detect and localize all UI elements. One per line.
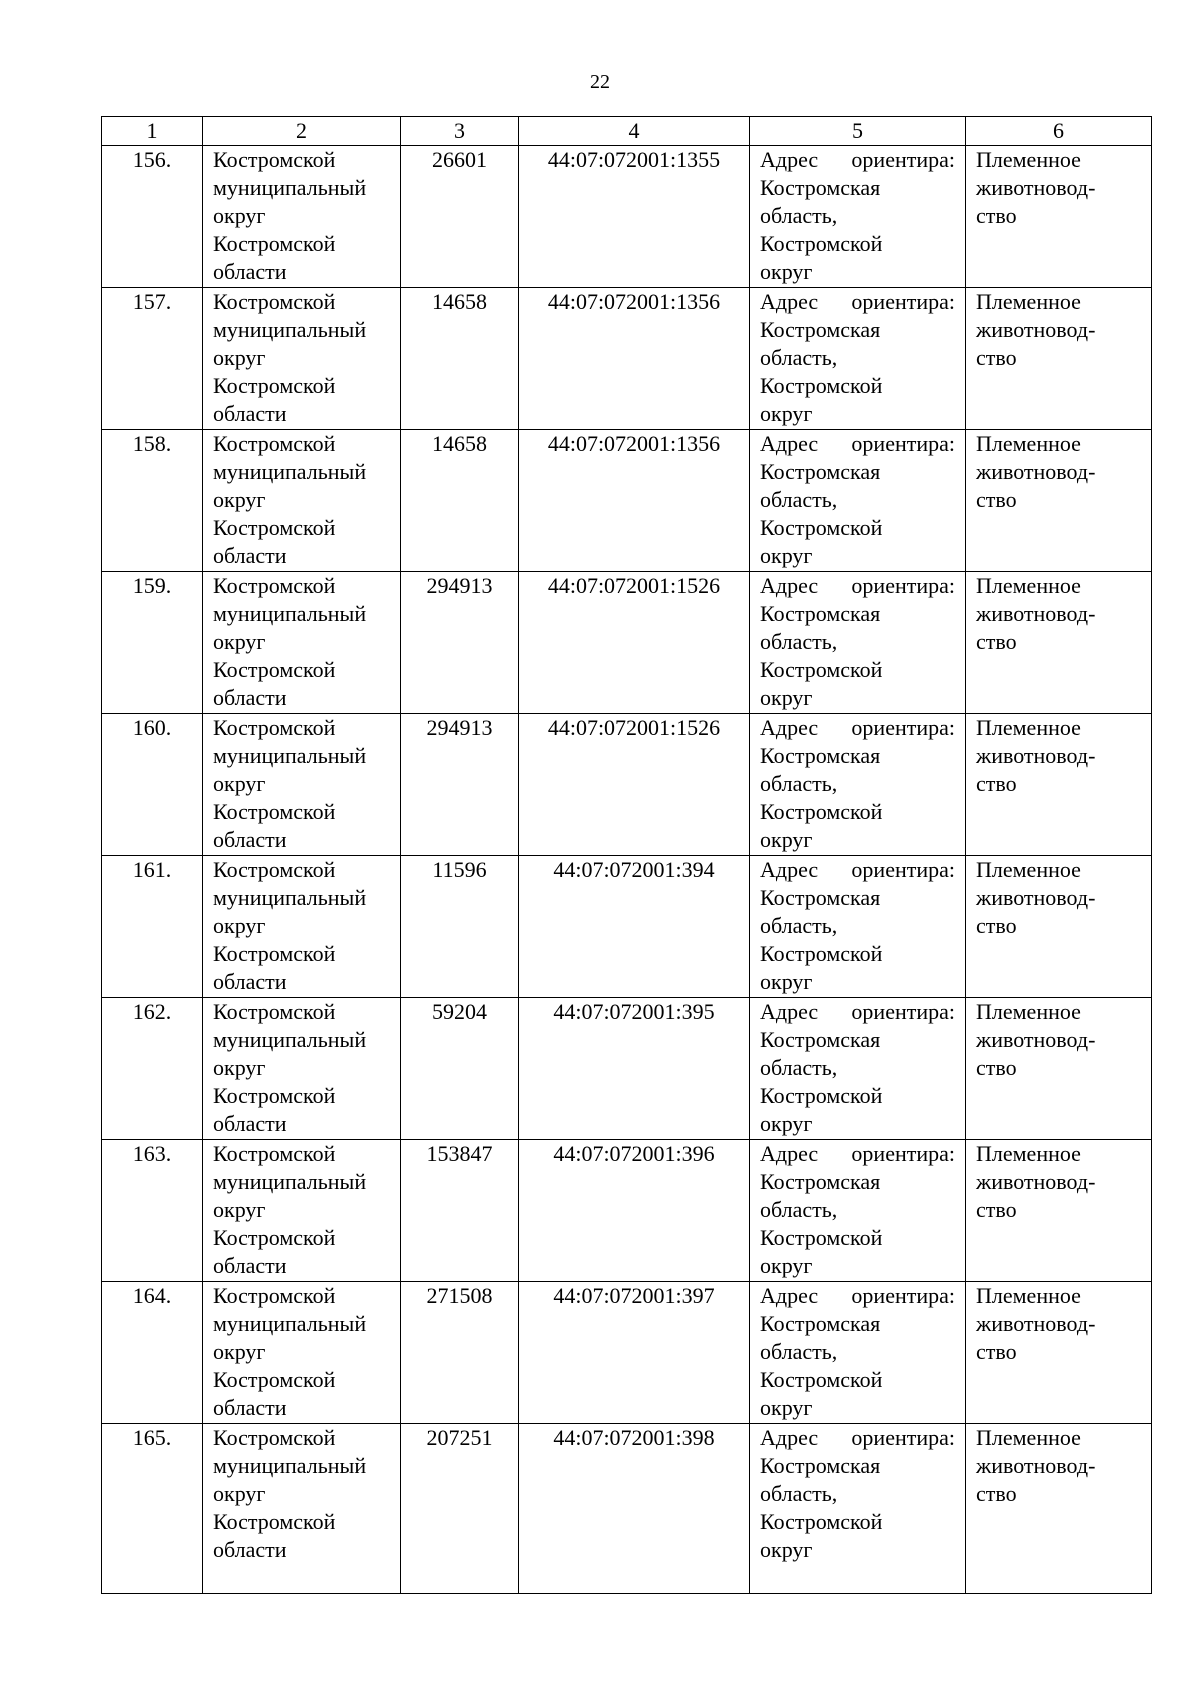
permitted-use-cell <box>966 1424 1152 1594</box>
municipality-line: области <box>213 685 287 710</box>
address-line: область, <box>760 1055 838 1080</box>
municipality-line: муниципальный <box>213 1453 367 1478</box>
address-line: Костромская <box>760 1027 881 1052</box>
address-cell <box>750 430 966 572</box>
address-line: Костромская <box>760 317 881 342</box>
permitted-use-line: Племенное <box>976 431 1081 456</box>
permitted-use-line: животновод- <box>976 1027 1096 1052</box>
address-word: ориентира: <box>851 1141 955 1166</box>
area-cell <box>401 856 519 998</box>
row-number-cell <box>102 1282 203 1424</box>
address-line: округ <box>760 543 813 568</box>
row-number: 164. <box>132 1283 172 1308</box>
permitted-use-line: животновод- <box>976 1311 1096 1336</box>
area-cell <box>401 1424 519 1594</box>
address-line: округ <box>760 1395 813 1420</box>
address-line: Костромской <box>760 657 883 682</box>
area-value: 207251 <box>426 1425 493 1450</box>
address-first-line <box>760 1140 955 1168</box>
permitted-use-line: Племенное <box>976 1425 1081 1450</box>
area-cell <box>401 430 519 572</box>
column-header: 1 <box>102 117 203 146</box>
permitted-use-cell <box>966 714 1152 856</box>
permitted-use-line: ство <box>976 1481 1017 1506</box>
permitted-use-line: ство <box>976 345 1017 370</box>
address-line: Костромской <box>760 799 883 824</box>
permitted-use-cell <box>966 430 1152 572</box>
address-line: Костромской <box>760 1225 883 1250</box>
permitted-use-cell <box>966 998 1152 1140</box>
row-number: 159. <box>132 573 172 598</box>
address-line: область, <box>760 771 838 796</box>
municipality-line: области <box>213 259 287 284</box>
municipality-cell <box>203 998 401 1140</box>
address-word: Адрес <box>760 715 819 740</box>
address-first-line <box>760 146 955 174</box>
cadastral-number: 44:07:072001:1356 <box>547 431 721 456</box>
municipality-cell <box>203 572 401 714</box>
cadastral-number: 44:07:072001:1526 <box>547 715 721 740</box>
address-first-line <box>760 430 955 458</box>
municipality-line: округ <box>213 629 266 654</box>
municipality-line: Костромской <box>213 1225 336 1250</box>
permitted-use-line: ство <box>976 1339 1017 1364</box>
land-plots-table <box>101 116 1152 1594</box>
area-cell <box>401 1282 519 1424</box>
municipality-line: области <box>213 1395 287 1420</box>
address-cell <box>750 572 966 714</box>
row-number-cell <box>102 1140 203 1282</box>
permitted-use-cell <box>966 572 1152 714</box>
row-number: 158. <box>132 431 172 456</box>
column-header: 3 <box>401 117 519 146</box>
municipality-line: муниципальный <box>213 885 367 910</box>
address-cell <box>750 856 966 998</box>
municipality-line: муниципальный <box>213 1027 367 1052</box>
address-line: Костромская <box>760 1453 881 1478</box>
table-row <box>102 430 1152 572</box>
permitted-use-line: Племенное <box>976 857 1081 882</box>
municipality-cell <box>203 288 401 430</box>
cadastral-number-cell <box>519 998 750 1140</box>
address-line: область, <box>760 1197 838 1222</box>
address-word: Адрес <box>760 1283 819 1308</box>
area-value: 26601 <box>432 147 487 172</box>
municipality-line: Костромской <box>213 941 336 966</box>
permitted-use-line: животновод- <box>976 175 1096 200</box>
municipality-line: округ <box>213 345 266 370</box>
area-value: 294913 <box>426 573 493 598</box>
municipality-line: муниципальный <box>213 459 367 484</box>
cadastral-number-cell <box>519 572 750 714</box>
permitted-use-cell <box>966 1140 1152 1282</box>
row-number-cell <box>102 288 203 430</box>
cadastral-number: 44:07:072001:397 <box>553 1283 715 1308</box>
area-cell <box>401 998 519 1140</box>
cadastral-number-cell <box>519 1282 750 1424</box>
permitted-use-line: Племенное <box>976 289 1081 314</box>
address-line: округ <box>760 1253 813 1278</box>
address-line: Костромской <box>760 1367 883 1392</box>
area-value: 11596 <box>432 857 487 882</box>
address-line: Костромская <box>760 601 881 626</box>
permitted-use-line: Племенное <box>976 573 1081 598</box>
permitted-use-line: ство <box>976 913 1017 938</box>
address-first-line <box>760 714 955 742</box>
municipality-line: муниципальный <box>213 1169 367 1194</box>
municipality-cell <box>203 714 401 856</box>
permitted-use-line: Племенное <box>976 147 1081 172</box>
area-value: 271508 <box>426 1283 493 1308</box>
address-word: ориентира: <box>851 1425 955 1450</box>
municipality-cell <box>203 146 401 288</box>
permitted-use-line: животновод- <box>976 317 1096 342</box>
municipality-line: Костромской <box>213 231 336 256</box>
area-cell <box>401 714 519 856</box>
municipality-line: Костромской <box>213 1083 336 1108</box>
address-line: Костромская <box>760 885 881 910</box>
municipality-line: области <box>213 1111 287 1136</box>
permitted-use-line: ство <box>976 629 1017 654</box>
permitted-use-line: ство <box>976 1055 1017 1080</box>
table-row <box>102 1282 1152 1424</box>
address-line: округ <box>760 827 813 852</box>
municipality-line: округ <box>213 913 266 938</box>
permitted-use-cell <box>966 856 1152 998</box>
address-first-line <box>760 1282 955 1310</box>
address-word: ориентира: <box>851 431 955 456</box>
address-line: область, <box>760 629 838 654</box>
municipality-line: Костромской <box>213 431 336 456</box>
address-word: Адрес <box>760 999 819 1024</box>
municipality-line: муниципальный <box>213 175 367 200</box>
address-line: Костромская <box>760 1169 881 1194</box>
municipality-line: округ <box>213 1339 266 1364</box>
address-line: округ <box>760 969 813 994</box>
address-line: Костромской <box>760 515 883 540</box>
area-cell <box>401 288 519 430</box>
municipality-line: Костромской <box>213 999 336 1024</box>
municipality-cell <box>203 856 401 998</box>
municipality-line: Костромской <box>213 799 336 824</box>
address-cell <box>750 1140 966 1282</box>
address-cell <box>750 1424 966 1594</box>
row-number: 165. <box>132 1425 172 1450</box>
municipality-line: Костромской <box>213 1509 336 1534</box>
municipality-line: Костромской <box>213 715 336 740</box>
cadastral-number: 44:07:072001:1356 <box>547 289 721 314</box>
address-line: Костромской <box>760 1509 883 1534</box>
address-word: Адрес <box>760 573 819 598</box>
municipality-line: муниципальный <box>213 1311 367 1336</box>
municipality-line: Костромской <box>213 1425 336 1450</box>
cadastral-number: 44:07:072001:1526 <box>547 573 721 598</box>
permitted-use-line: Племенное <box>976 1141 1081 1166</box>
cadastral-number-cell <box>519 714 750 856</box>
address-line: Костромской <box>760 231 883 256</box>
permitted-use-line: Племенное <box>976 1283 1081 1308</box>
permitted-use-line: ство <box>976 487 1017 512</box>
permitted-use-line: животновод- <box>976 743 1096 768</box>
row-number: 162. <box>132 999 172 1024</box>
address-word: Адрес <box>760 857 819 882</box>
municipality-line: области <box>213 401 287 426</box>
table-row <box>102 998 1152 1140</box>
address-line: Костромская <box>760 459 881 484</box>
address-cell <box>750 288 966 430</box>
table-row <box>102 1424 1152 1594</box>
municipality-line: округ <box>213 1055 266 1080</box>
address-line: область, <box>760 203 838 228</box>
permitted-use-line: животновод- <box>976 459 1096 484</box>
permitted-use-cell <box>966 288 1152 430</box>
municipality-line: округ <box>213 1197 266 1222</box>
row-number: 161. <box>132 857 172 882</box>
area-cell <box>401 146 519 288</box>
permitted-use-line: ство <box>976 1197 1017 1222</box>
cadastral-number: 44:07:072001:396 <box>553 1141 715 1166</box>
municipality-line: округ <box>213 1481 266 1506</box>
cadastral-number: 44:07:072001:398 <box>553 1425 715 1450</box>
address-word: ориентира: <box>851 289 955 314</box>
address-line: Костромская <box>760 1311 881 1336</box>
municipality-cell <box>203 1424 401 1594</box>
row-number: 160. <box>132 715 172 740</box>
municipality-cell <box>203 430 401 572</box>
area-value: 294913 <box>426 715 493 740</box>
municipality-cell <box>203 1282 401 1424</box>
area-value: 14658 <box>432 289 487 314</box>
municipality-line: Костромской <box>213 147 336 172</box>
address-word: ориентира: <box>851 857 955 882</box>
address-line: округ <box>760 685 813 710</box>
municipality-line: округ <box>213 203 266 228</box>
cadastral-number-cell <box>519 288 750 430</box>
permitted-use-line: животновод- <box>976 601 1096 626</box>
permitted-use-line: Племенное <box>976 715 1081 740</box>
address-cell <box>750 714 966 856</box>
row-number: 163. <box>132 1141 172 1166</box>
row-number-cell <box>102 572 203 714</box>
cadastral-number: 44:07:072001:394 <box>553 857 715 882</box>
permitted-use-line: Племенное <box>976 999 1081 1024</box>
row-number-cell <box>102 430 203 572</box>
address-line: округ <box>760 401 813 426</box>
address-line: область, <box>760 1339 838 1364</box>
permitted-use-line: ство <box>976 771 1017 796</box>
municipality-line: муниципальный <box>213 601 367 626</box>
row-number-cell <box>102 1424 203 1594</box>
area-cell <box>401 572 519 714</box>
table-body <box>102 146 1152 1594</box>
address-first-line <box>760 288 955 316</box>
cadastral-number: 44:07:072001:1355 <box>547 147 721 172</box>
municipality-line: Костромской <box>213 1141 336 1166</box>
address-word: Адрес <box>760 431 819 456</box>
address-word: ориентира: <box>851 715 955 740</box>
address-line: область, <box>760 1481 838 1506</box>
permitted-use-line: животновод- <box>976 1453 1096 1478</box>
cadastral-number-cell <box>519 430 750 572</box>
municipality-line: области <box>213 1537 287 1562</box>
municipality-line: области <box>213 827 287 852</box>
address-first-line <box>760 856 955 884</box>
municipality-line: области <box>213 969 287 994</box>
address-line: Костромская <box>760 743 881 768</box>
address-word: ориентира: <box>851 999 955 1024</box>
cadastral-number-cell <box>519 146 750 288</box>
area-value: 14658 <box>432 431 487 456</box>
row-number-cell <box>102 146 203 288</box>
row-number-cell <box>102 856 203 998</box>
address-line: округ <box>760 1537 813 1562</box>
row-number: 157. <box>132 289 172 314</box>
address-cell <box>750 998 966 1140</box>
permitted-use-line: ство <box>976 203 1017 228</box>
address-line: Костромской <box>760 373 883 398</box>
row-number: 156. <box>132 147 172 172</box>
cadastral-number-cell <box>519 856 750 998</box>
address-line: округ <box>760 259 813 284</box>
address-word: ориентира: <box>851 1283 955 1308</box>
municipality-line: Костромской <box>213 1283 336 1308</box>
municipality-line: муниципальный <box>213 317 367 342</box>
area-value: 59204 <box>432 999 487 1024</box>
area-value: 153847 <box>426 1141 493 1166</box>
address-line: Костромская <box>760 175 881 200</box>
municipality-line: Костромской <box>213 515 336 540</box>
table-row <box>102 1140 1152 1282</box>
municipality-line: области <box>213 1253 287 1278</box>
municipality-cell <box>203 1140 401 1282</box>
municipality-line: Костромской <box>213 373 336 398</box>
municipality-line: Костромской <box>213 573 336 598</box>
address-word: Адрес <box>760 1425 819 1450</box>
address-word: Адрес <box>760 1141 819 1166</box>
address-word: Адрес <box>760 289 819 314</box>
column-header: 4 <box>519 117 750 146</box>
address-line: область, <box>760 913 838 938</box>
address-word: Адрес <box>760 147 819 172</box>
cadastral-number: 44:07:072001:395 <box>553 999 715 1024</box>
municipality-line: Костромской <box>213 1367 336 1392</box>
address-first-line <box>760 572 955 600</box>
municipality-line: области <box>213 543 287 568</box>
address-line: область, <box>760 345 838 370</box>
row-number-cell <box>102 714 203 856</box>
municipality-line: Костромской <box>213 289 336 314</box>
cadastral-number-cell <box>519 1140 750 1282</box>
address-line: область, <box>760 487 838 512</box>
address-first-line <box>760 998 955 1026</box>
permitted-use-cell <box>966 1282 1152 1424</box>
permitted-use-line: животновод- <box>976 885 1096 910</box>
table-row <box>102 146 1152 288</box>
address-word: ориентира: <box>851 573 955 598</box>
area-cell <box>401 1140 519 1282</box>
table-row <box>102 572 1152 714</box>
table-row <box>102 714 1152 856</box>
municipality-line: округ <box>213 771 266 796</box>
row-number-cell <box>102 998 203 1140</box>
municipality-line: округ <box>213 487 266 512</box>
address-line: округ <box>760 1111 813 1136</box>
address-line: Костромской <box>760 941 883 966</box>
column-number-row <box>102 117 1152 146</box>
address-first-line <box>760 1424 955 1452</box>
municipality-line: муниципальный <box>213 743 367 768</box>
column-header: 6 <box>966 117 1152 146</box>
municipality-line: Костромской <box>213 657 336 682</box>
table-row <box>102 856 1152 998</box>
column-header: 5 <box>750 117 966 146</box>
cadastral-number-cell <box>519 1424 750 1594</box>
column-header: 2 <box>203 117 401 146</box>
page-number: 22 <box>590 71 610 93</box>
address-cell <box>750 1282 966 1424</box>
municipality-line: Костромской <box>213 857 336 882</box>
permitted-use-cell <box>966 146 1152 288</box>
address-cell <box>750 146 966 288</box>
address-line: Костромской <box>760 1083 883 1108</box>
permitted-use-line: животновод- <box>976 1169 1096 1194</box>
address-word: ориентира: <box>851 147 955 172</box>
table-row <box>102 288 1152 430</box>
